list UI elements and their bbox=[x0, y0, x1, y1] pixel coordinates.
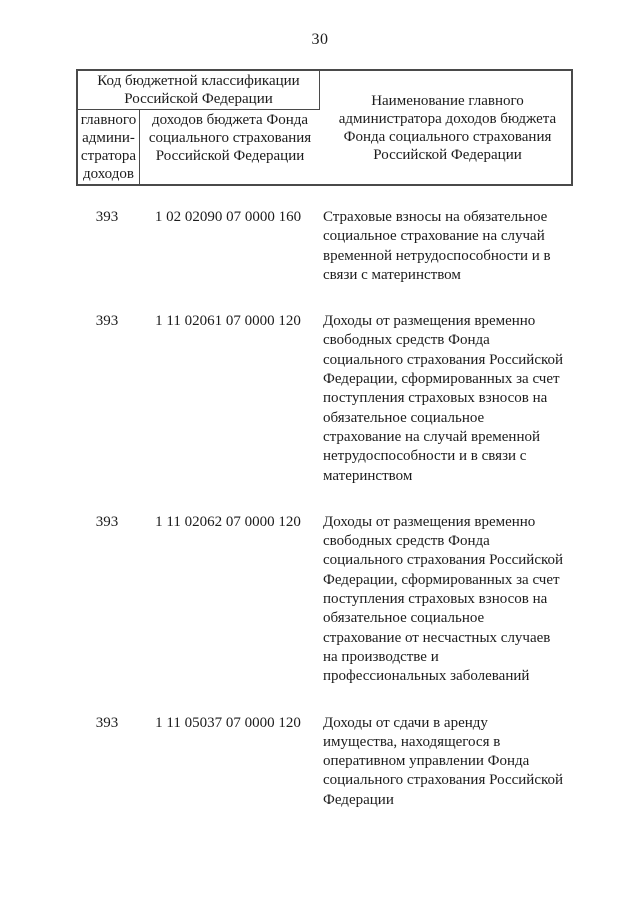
name-cell: Страховые взносы на обязательное социальное страхование на случай временной нетрудоспособности и в связи с материнством bbox=[323, 209, 551, 283]
admin-code-cell: 393 bbox=[95, 714, 119, 731]
budget-code-cell: 1 11 02061 07 0000 120 bbox=[155, 313, 301, 330]
page-number: 30 bbox=[311, 31, 329, 48]
name-cell: Доходы от размещения временно свободных средств Фонда социального страхования Российской Федерации, сформированных за счет поступления страховых взносов на обязательное социальное страхование от несчастных случаев на производстве и профессиональных заболеваний bbox=[323, 513, 564, 685]
header-admin-column: главного админи-стратора доходов bbox=[78, 110, 140, 184]
budget-code-cell: 1 11 05037 07 0000 120 bbox=[155, 714, 301, 731]
budget-code-cell: 1 11 02062 07 0000 120 bbox=[155, 513, 301, 530]
budget-classification-table bbox=[76, 69, 573, 837]
admin-code-cell: 393 bbox=[95, 209, 119, 225]
table-row bbox=[76, 208, 573, 285]
header-income-column: доходов бюджета Фонда социального страхования Российской Федерации bbox=[148, 112, 312, 164]
header-code-group: Код бюджетной классификации Российской Федерации bbox=[78, 71, 320, 110]
table-body bbox=[76, 208, 573, 810]
table-row bbox=[76, 312, 573, 486]
table-header bbox=[76, 69, 573, 186]
table-row bbox=[76, 513, 573, 687]
name-cell: Доходы от размещения временно свободных средств Фонда социального страхования Российской Федерации, сформированных за счет поступления страховых взносов на обязательное социальное страхование на случай временной нетрудоспособности и в связи с материнством bbox=[323, 313, 564, 484]
table-row bbox=[76, 714, 573, 810]
name-cell: Доходы от сдачи в аренду имущества, находящегося в оперативном управлении Фонда социального страхования Российской Федерации bbox=[323, 714, 564, 808]
header-name-column: Наименование главного администратора доходов бюджета Фонда социального страхования Российской Федерации bbox=[338, 92, 557, 163]
admin-code-cell: 393 bbox=[95, 513, 119, 530]
budget-code-cell: 1 02 02090 07 0000 160 bbox=[154, 209, 302, 225]
admin-code-cell: 393 bbox=[95, 313, 119, 330]
